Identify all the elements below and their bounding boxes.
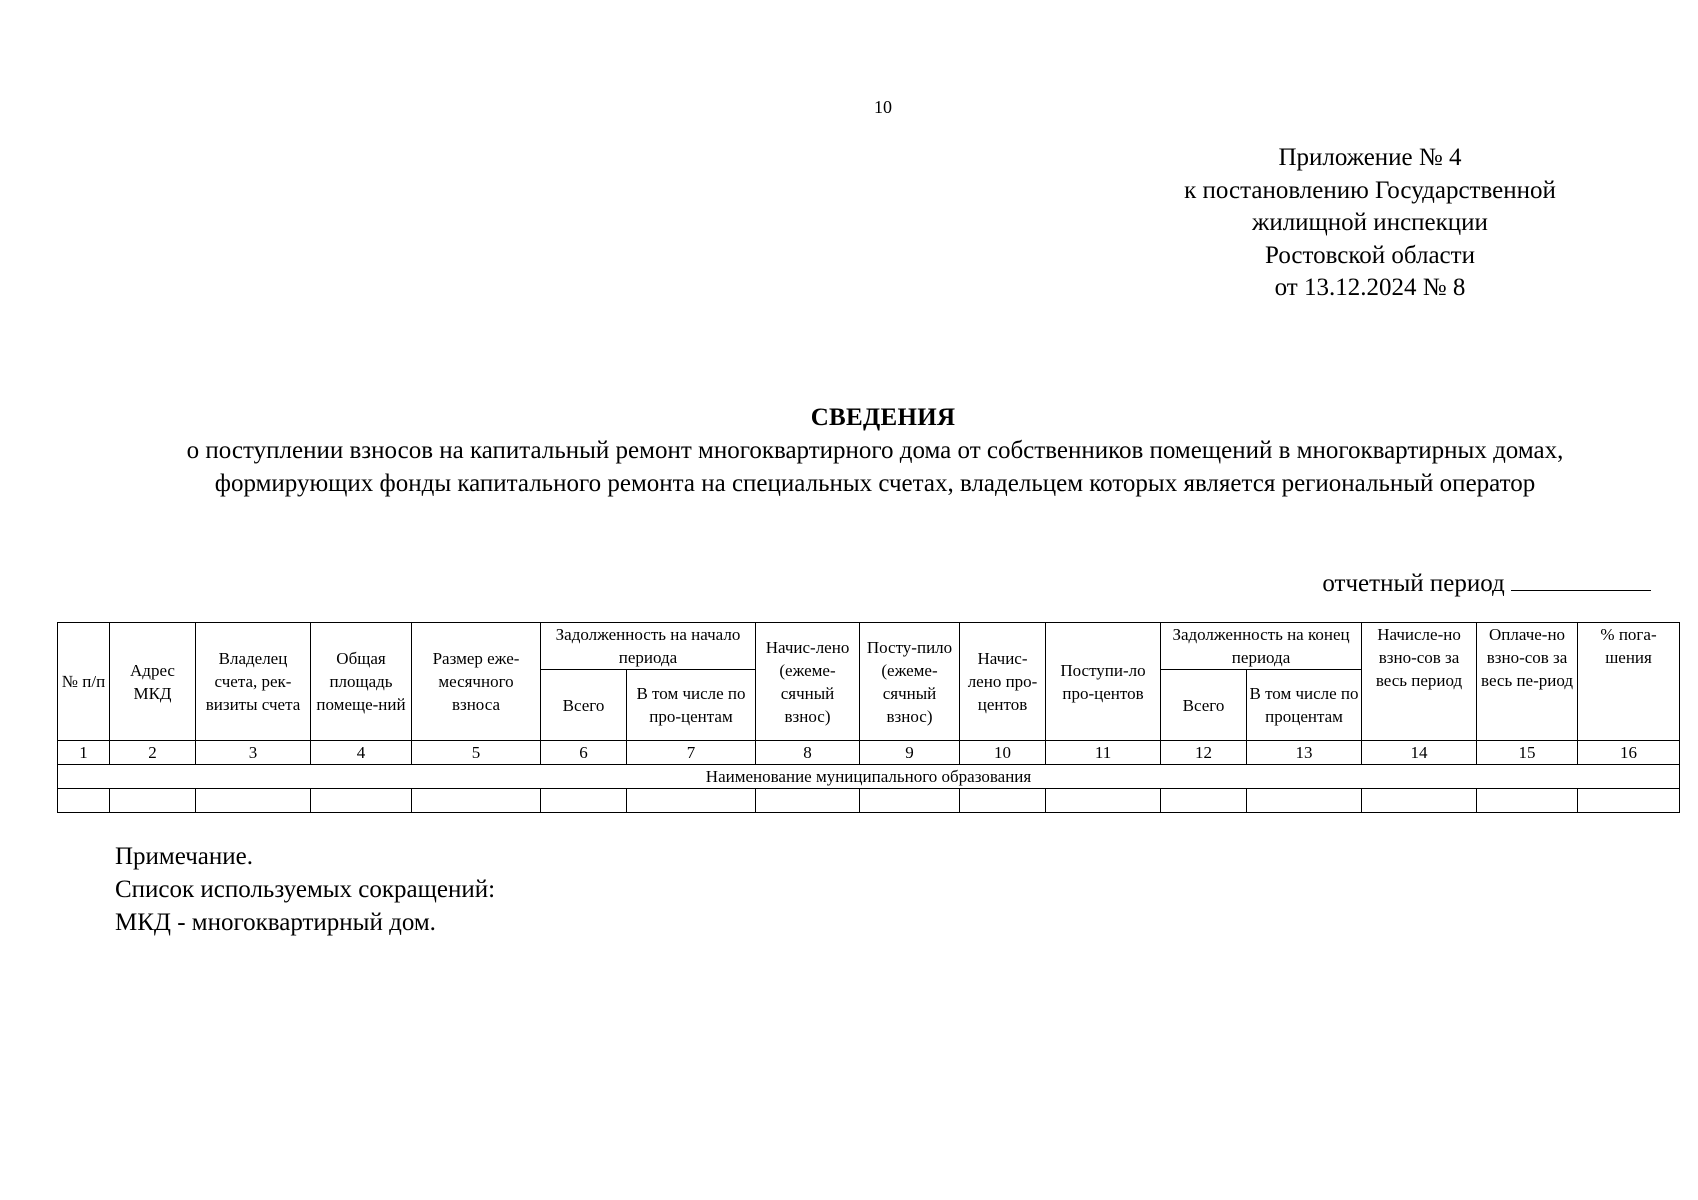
column-number: 7 <box>627 741 756 765</box>
column-number: 12 <box>1161 741 1247 765</box>
header-debt-end-interest: В том числе по процентам <box>1247 670 1362 741</box>
table-cell <box>311 789 412 813</box>
column-number: 4 <box>311 741 412 765</box>
column-number: 15 <box>1477 741 1578 765</box>
header-received-monthly: Посту-пило (ежеме-сячный взнос) <box>860 623 960 741</box>
header-monthly-size: Размер еже-месячного взноса <box>412 623 541 741</box>
appendix-line: Приложение № 4 <box>1278 144 1462 171</box>
appendix-line: к постановлению Государственной <box>1184 176 1556 204</box>
column-numbers-row <box>58 741 1680 765</box>
table-cell <box>627 789 756 813</box>
column-number: 6 <box>541 741 627 765</box>
note-line: МКД - многоквартирный дом. <box>115 909 436 936</box>
report-table <box>57 622 1680 813</box>
header-received-interest: Поступи-ло про-центов <box>1046 623 1161 741</box>
appendix-line: жилищной инспекции <box>1252 209 1488 236</box>
header-area: Общая площадь помеще-ний <box>311 623 412 741</box>
header-paid-total: Оплаче-но взно-сов за весь пе-риод <box>1477 623 1578 741</box>
header-num: № п/п <box>58 623 110 741</box>
table-cell <box>1046 789 1161 813</box>
column-number: 13 <box>1247 741 1362 765</box>
column-number: 8 <box>756 741 860 765</box>
header-debt-end: Задолженность на конец периода <box>1161 623 1362 670</box>
note-line: Список используемых сокращений: <box>115 876 496 903</box>
header-owner: Владелец счета, рек-визиты счета <box>196 623 311 741</box>
table-cell <box>1247 789 1362 813</box>
note-line: Примечание. <box>115 843 254 870</box>
header-debt-start-total: Всего <box>541 670 627 741</box>
table-cell <box>756 789 860 813</box>
table-cell <box>541 789 627 813</box>
appendix-line: от 13.12.2024 № 8 <box>1274 274 1466 301</box>
table-cell <box>960 789 1046 813</box>
column-number: 14 <box>1362 741 1477 765</box>
appendix-block <box>1120 142 1620 305</box>
table-row <box>58 789 1680 813</box>
column-number: 16 <box>1578 741 1680 765</box>
column-number: 10 <box>960 741 1046 765</box>
table-cell <box>860 789 960 813</box>
reporting-period-label: отчетный период <box>1322 570 1505 597</box>
reporting-period-blank <box>1511 570 1651 591</box>
header-row-1 <box>58 623 1680 670</box>
column-number: 1 <box>58 741 110 765</box>
table-cell <box>110 789 196 813</box>
table-cell <box>1161 789 1247 813</box>
document-title: СВЕДЕНИЯ <box>810 404 956 431</box>
header-debt-end-total: Всего <box>1161 670 1247 741</box>
header-charged-monthly: Начис-лено (ежеме-сячный взнос) <box>756 623 860 741</box>
appendix-line: Ростовской области <box>1265 241 1475 269</box>
header-address: Адрес МКД <box>110 623 196 741</box>
table-cell <box>58 789 110 813</box>
table-cell <box>1477 789 1578 813</box>
header-repayment-percent: % пога-шения <box>1578 623 1680 741</box>
page-number: 10 <box>874 97 892 117</box>
municipality-name-cell: Наименование муниципального образования <box>58 765 1680 789</box>
table-cell <box>1362 789 1477 813</box>
reporting-period <box>1322 568 1651 600</box>
header-charged-interest: Начис-лено про-центов <box>960 623 1046 741</box>
notes-block <box>115 840 495 939</box>
header-charged-total: Начисле-но взно-сов за весь период <box>1362 623 1477 741</box>
column-number: 2 <box>110 741 196 765</box>
table-cell <box>412 789 541 813</box>
column-number: 3 <box>196 741 311 765</box>
table-cell <box>196 789 311 813</box>
header-debt-start-interest: В том числе по про-центам <box>627 670 756 741</box>
column-number: 5 <box>412 741 541 765</box>
column-number: 9 <box>860 741 960 765</box>
municipality-row <box>58 765 1680 789</box>
document-subtitle: о поступлении взносов на капитальный ремонт многоквартирного дома от собственников помещений в многоквартирных домах, формирующих фонды капитального ремонта на специальных счетах, владельцем которых является региональный оператор <box>186 437 1564 497</box>
column-number: 11 <box>1046 741 1161 765</box>
header-debt-start: Задолженность на начало периода <box>541 623 756 670</box>
table-cell <box>1578 789 1680 813</box>
